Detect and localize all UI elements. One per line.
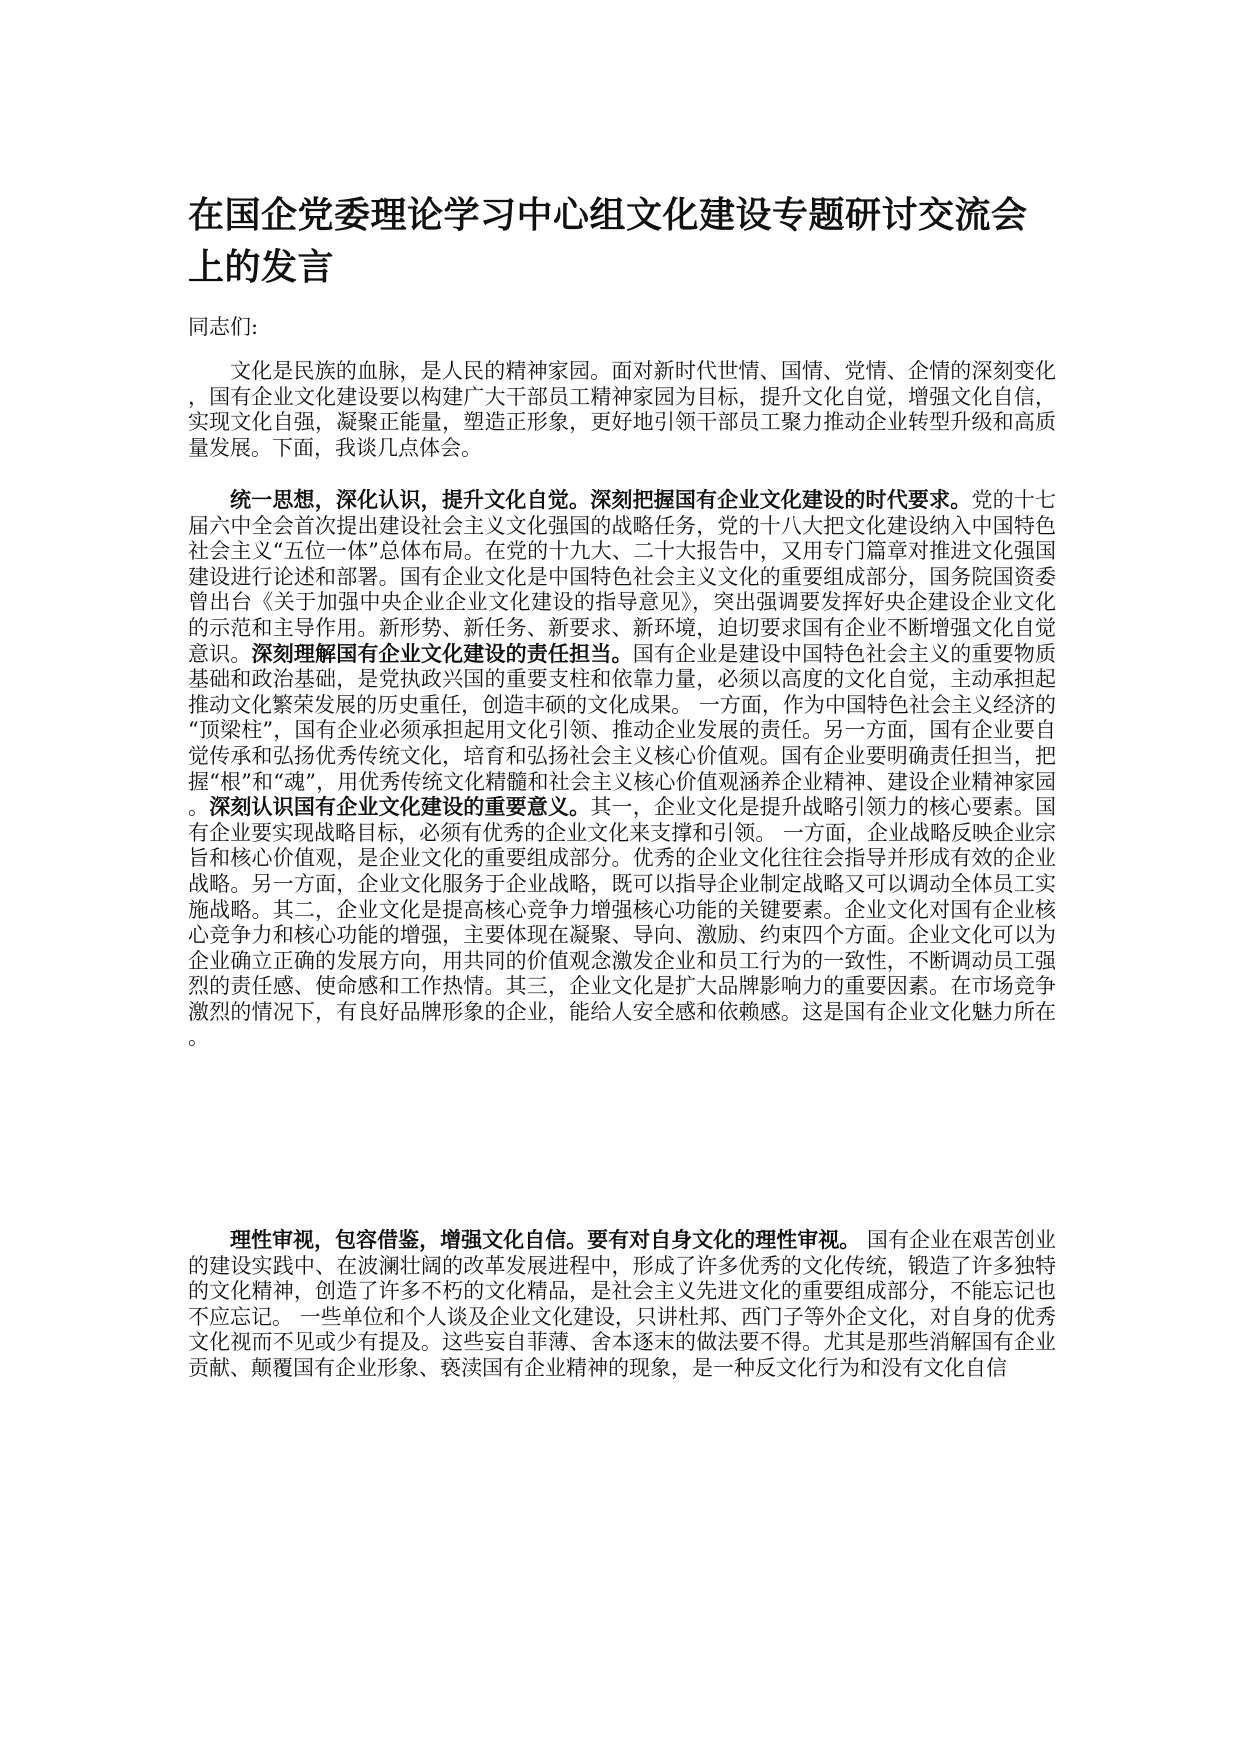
section-1-paragraph (188, 488, 1056, 1051)
section-1-text-3: 其一，企业文化是提升战略引领力的核心要素。国有企业要实现战略目标，必须有优秀的企业文化来支撑和引领。 一方面，企业战略反映企业宗旨和核心价值观，是企业文化的重要组成部分。优秀的企业文化往往会指导并形成有效的企业战略。另一方面，企业文化服务于企业战略，既可以指导企业制定战略又可以调动全体员工实施战略。其二，企业文化是提高核心竞争力增强核心功能的关键要素。企业文化对国有企业核心竞争力和核心功能的增强，主要体现在凝聚、导向、激励、约束四个方面。企业文化可以为企业确立正确的发展方向，用共同的价值观念激发企业和员工行为的一致性，不断调动员工强烈的责任感、使命感和工作热情。其三，企业文化是扩大品牌影响力的重要因素。在市场竞争激烈的情况下，有良好品牌形象的企业，能给人安全感和依赖感。这是国有企业文化魅力所在。 (188, 795, 1057, 1050)
salutation: 同志们: (188, 315, 259, 339)
section-1-heading: 统一思想，深化认识，提升文化自觉。深刻把握国有企业文化建设的时代要求。 (230, 488, 972, 512)
section-2-paragraph (188, 1228, 1056, 1382)
document-title: 在国企党委理论学习中心组文化建设专题研讨交流会上的发言 (188, 195, 1028, 288)
section-1-subheading-2: 深刻理解国有企业文化建设的责任担当。 (251, 641, 633, 666)
section-1-text-2: 国有企业是建设中国特色社会主义的重要物质基础和政治基础，是党执政兴国的重要支柱和依靠力量，必须以高度的文化自觉，主动承担起推动文化繁荣发展的历史重任，创造丰硕的文化成果。 一方面，作为中国特色社会主义经济的“顶梁柱”，国有企业必须承担起用文化引领、推动企业发展的责任。另一方面，国有企业要自觉传承和弘扬优秀传统文化，培育和弘扬社会主义核心价值观。国有企业要明确责任担当，把握“根”和“魂”，用优秀传统文化精髓和社会主义核心价值观涵养企业精神、建设企业精神家园。 (188, 641, 1057, 820)
section-2-heading: 理性审视，包容借鉴，增强文化自信。要有对自身文化的理性审视。 (230, 1228, 861, 1252)
intro-paragraph: 文化是民族的血脉，是人民的精神家园。面对新时代世情、国情、党情、企情的深刻变化，国有企业文化建设要以构建广大干部员工精神家园为目标，提升文化自觉，增强文化自信，实现文化自强，凝聚正能量，塑造正形象，更好地引领干部员工聚力推动企业转型升级和高质量发展。下面，我谈几点体会。 (188, 359, 1056, 460)
section-2-text: 国有企业在艰苦创业的建设实践中、在波澜壮阔的改革发展进程中，形成了许多优秀的文化传统，锻造了许多独特的文化精神，创造了许多不朽的文化精品，是社会主义先进文化的重要组成部分，不能忘记也不应忘记。 一些单位和个人谈及企业文化建设，只讲杜邦、西门子等外企文化，对自身的优秀文化视而不见或少有提及。这些妄自菲薄、舍本逐末的做法要不得。尤其是那些消解国有企业贡献、颠覆国有企业形象、亵渎国有企业精神的现象，是一种反文化行为和没有文化自信 (188, 1228, 1056, 1380)
section-1-text-1: 党的十七届六中全会首次提出建设社会主义文化强国的战略任务，党的十八大把文化建设纳入中国特色社会主义“五位一体”总体布局。在党的十九大、二十大报告中，又用专门篇章对推进文化强国建设进行论述和部署。国有企业文化是中国特色社会主义文化的重要组成部分，国务院国资委曾出台《关于加强中央企业企业文化建设的指导意见》，突出强调要发挥好央企建设企业文化的示范和主导作用。新形势、新任务、新要求、新环境，迫切要求国有企业不断增强文化自觉意识。 (188, 488, 1057, 666)
section-1-subheading-3: 深刻认识国有企业文化建设的重要意义。 (209, 795, 591, 820)
